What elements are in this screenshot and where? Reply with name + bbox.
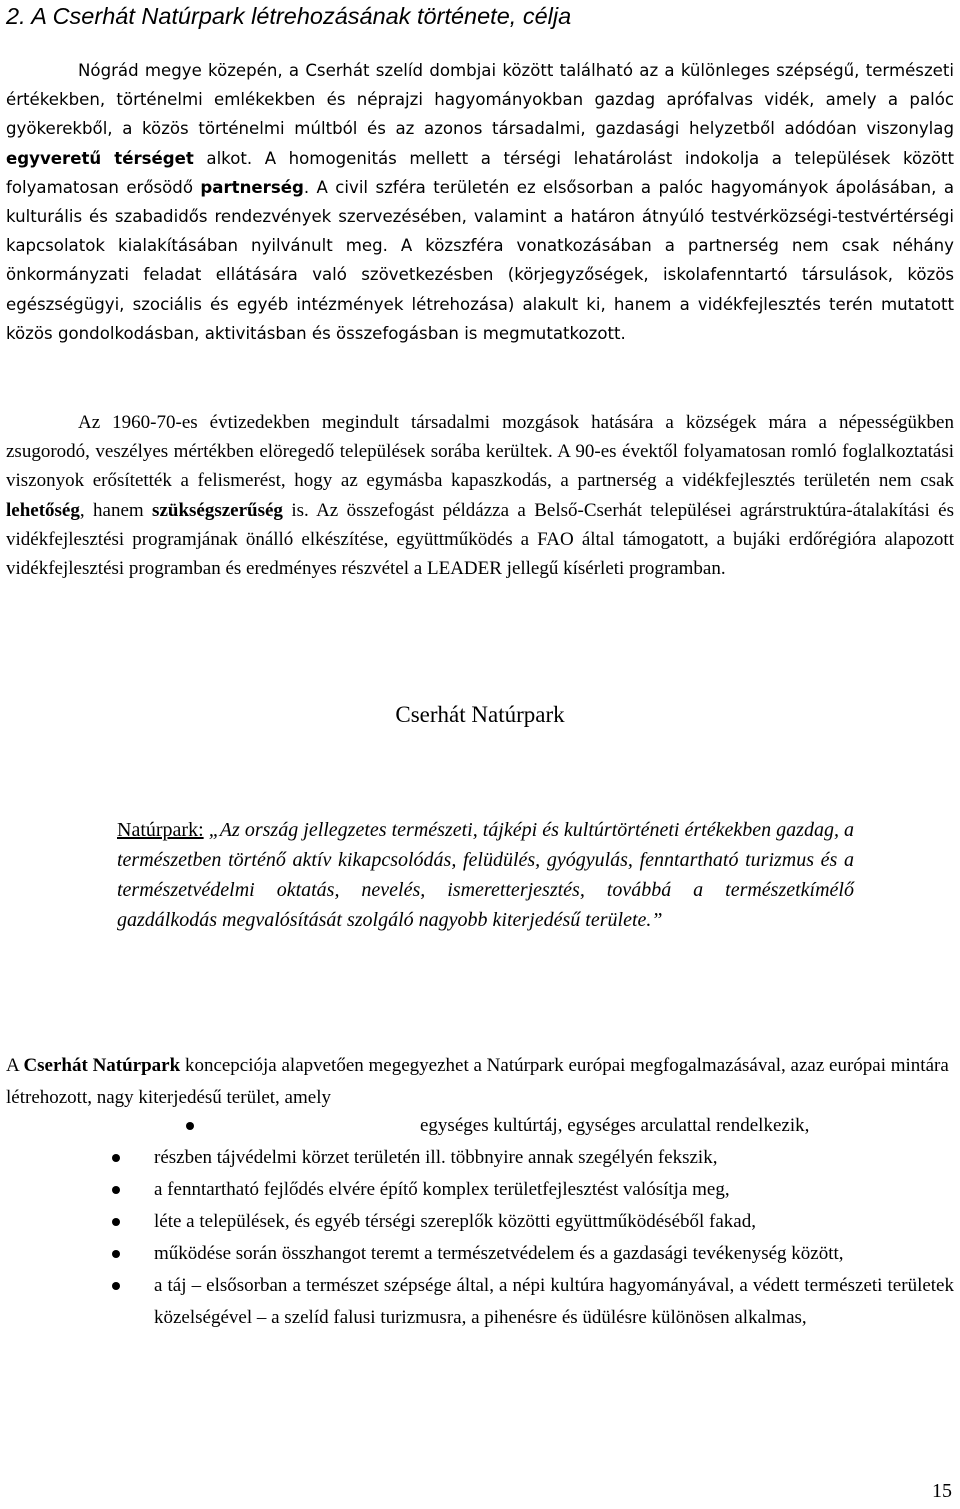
list-item [0, 1142, 954, 1174]
intro-bold-2: partnerség [200, 177, 304, 197]
concept-bold: Cserhát Natúrpark [23, 1055, 181, 1076]
list-item-text: a táj – elsősorban a természet szépsége által, a népi kultúra hagyományával, a védett természeti területek közelségével – a szelíd falusi turizmusra, a pihenésre és üdülésre különösen alkalmas, [154, 1275, 954, 1328]
naturpark-title: Cserhát Natúrpark [395, 702, 565, 727]
intro-paragraph [6, 56, 954, 348]
bullet-icon [112, 1250, 120, 1258]
intro-text-1: Nógrád megye közepén, a Cserhát szelíd dombjai között található az a különleges szépségű, természeti értékekben, történelmi emlékekben és néprajzi hagyományokban gazdag aprófalvas vidék, amely a palóc gyökerekből, a közös történelmi múltból és az azonos társadalmi, gazdasági helyzetből adódóan viszonylag [6, 61, 954, 139]
history-bold-1: lehetőség [6, 499, 80, 521]
definition-term: Natúrpark: [117, 819, 204, 841]
list-item [0, 1206, 954, 1238]
bullet-icon [112, 1218, 120, 1226]
history-text-1: Az 1960-70-es évtizedekben megindult társadalmi mozgások hatására a községek mára a népességükben zsugorodó, veszélyes mértékben elöregedő települések sorába kerültek. A 90-es évektől folyamatosan romló foglalkoztatási viszonyok erősítették a felismerést, hogy az egymásba kapaszkodás, a partnerség a vidékfejlesztés területén nem csak [6, 412, 954, 492]
concept-pre: A [6, 1055, 24, 1076]
feature-list [0, 1110, 960, 1334]
list-item [0, 1270, 954, 1334]
definition-text: „Az ország jellegzetes természeti, tájképi és kultúrtörténeti értékekben gazdag, a természetben történő aktív kikapcsolódás, felüdülés, gyógyulás, fenntartható turizmus és a természetvédelmi oktatás, nevelés, ismeretterjesztés, továbbá a természetkímélő gazdálkodás megvalósítását szolgáló nagyobb kiterjedésű területe.” [117, 819, 854, 931]
list-item-text: a fenntartható fejlődés elvére építő komplex területfejlesztést valósítja meg, [154, 1179, 730, 1200]
intro-text-3: . A civil szféra területén ez elsősorban a palóc hagyományok ápolásában, a kulturális és szabadidős rendezvények szervezésében, valamint a határon átnyúló testvérközségi-testvértérségi kapcsolatok kialakításában nyilvánult meg. A közszféra vonatkozásában a partnerség nem csak néhány önkormányzati feladat ellátására való szövetkezésben (körjegyzőségek, iskolafenntartó társulások, közös egészségügyi, szociális és egyéb intézmények létrehozása) alakult ki, hanem a vidékfejlesztés terén mutatott közös gondolkodásban, aktivitásban és összefogásban is megmutatkozott. [6, 177, 954, 343]
list-item-text: működése során összhangot teremt a természetvédelem és a gazdasági tevékenység között, [154, 1243, 844, 1264]
bullet-icon [112, 1186, 120, 1194]
page-number: 15 [932, 1480, 952, 1502]
bullet-icon [186, 1122, 194, 1130]
list-item-text: részben tájvédelmi körzet területén ill. többnyire annak szegélyén fekszik, [154, 1147, 718, 1168]
section-heading: 2. A Cserhát Natúrpark létrehozásának története, célja [6, 3, 572, 29]
list-item-text: egységes kultúrtáj, egységes arculattal rendelkezik, [420, 1115, 810, 1136]
history-text-2: , hanem [79, 499, 153, 521]
concept-post: koncepciója alapvetően megegyezhet a Natúrpark európai megfogalmazásával, azaz európai mintára létrehozott, nagy kiterjedésű terület, amely [6, 1055, 949, 1108]
list-item-text: léte a települések, és egyéb térségi szereplők közötti együttműködéséből fakad, [154, 1211, 756, 1232]
history-bold-2: szükségszerűség [152, 499, 283, 521]
list-item [0, 1174, 954, 1206]
history-paragraph [6, 408, 954, 583]
intro-bold-1: egyveretű térséget [6, 148, 194, 168]
history-text-3: is. Az összefogást példázza a Belső-Cserhát települései agrárstruktúra-átalakítási és vidékfejlesztési programjának önálló elkészítése, együttműködés a FAO által támogatott, a bujáki erdőrégióra alapozott vidékfejlesztési programban és eredményes részvétel a LEADER jellegű kísérleti programban. [6, 499, 954, 580]
list-item [0, 1110, 954, 1142]
bullet-icon [112, 1154, 120, 1162]
bullet-icon [112, 1282, 120, 1290]
naturpark-definition [117, 815, 854, 935]
intro-text-2: alkot. A homogenitás mellett a térségi lehatárolást indokolja a települések között folyamatosan erősödő [6, 148, 954, 197]
list-item [0, 1238, 954, 1270]
concept-paragraph [6, 1050, 954, 1114]
